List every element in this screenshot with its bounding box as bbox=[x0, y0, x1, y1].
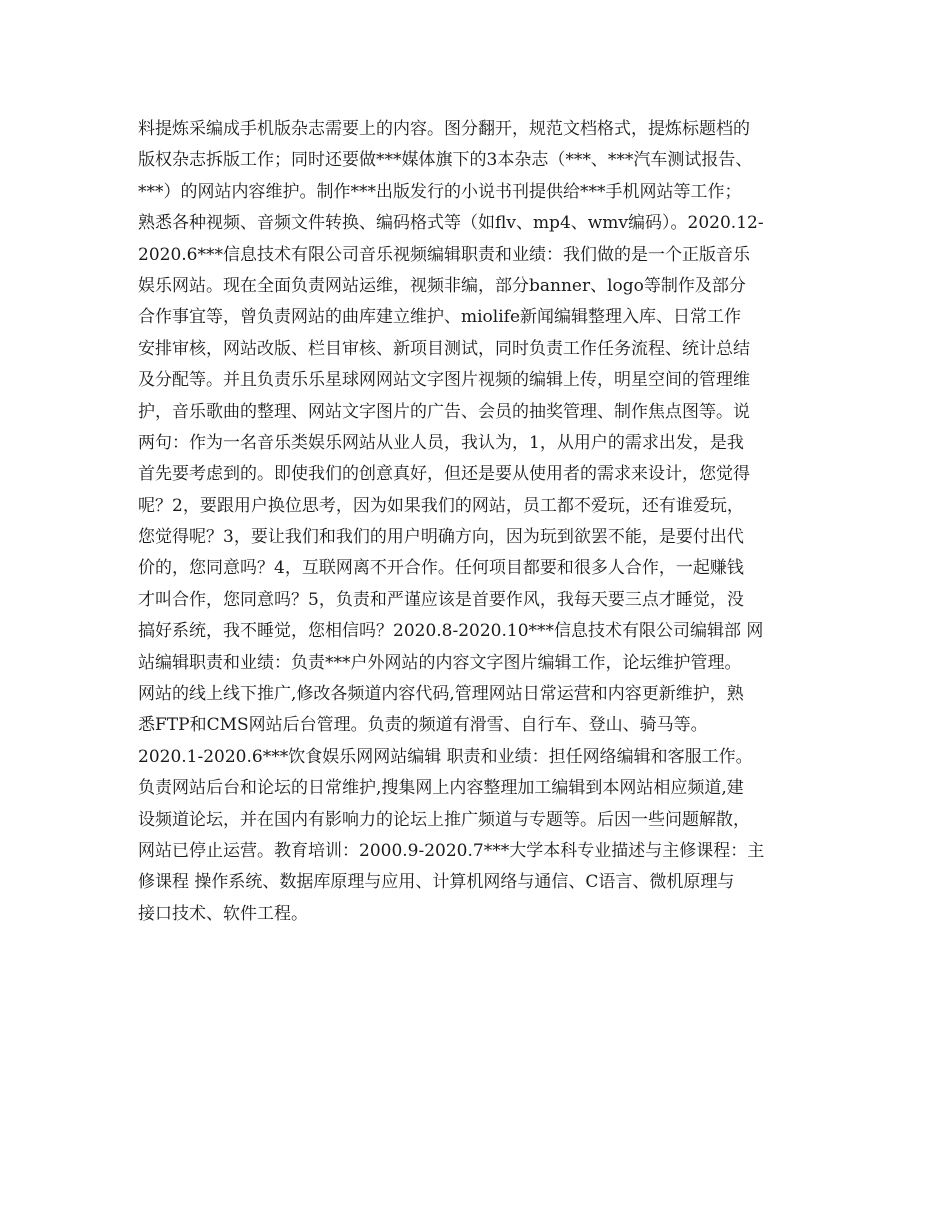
text-line: 2020.1-2020.6***饮食娱乐网网站编辑 职责和业绩：担任网络编辑和客服工作。 bbox=[138, 746, 753, 767]
text-line: 2020.6***信息技术有限公司音乐视频编辑职责和业绩：我们做的是一个正版音乐 bbox=[138, 244, 750, 265]
text-line: 两句：作为一名音乐类娱乐网站从业人员，我认为，1，从用户的需求出发，是我 bbox=[138, 432, 744, 453]
text-line: 负责网站后台和论坛的日常维护,搜集网上内容整理加工编辑到本网站相应频道,建 bbox=[138, 778, 744, 799]
text-line: 价的，您同意吗？4，互联网离不开合作。任何项目都要和很多人合作，一起赚钱 bbox=[138, 558, 744, 579]
text-line: 安排审核，网站改版、栏目审核、新项目测试，同时负责工作任务流程、统计总结 bbox=[138, 338, 750, 359]
document-body bbox=[138, 114, 828, 930]
text-line: 设频道论坛，并在国内有影响力的论坛上推广频道与专题等。后因一些问题解散， bbox=[138, 809, 750, 830]
text-line: 呢？2，要跟用户换位思考，因为如果我们的网站，员工都不爱玩，还有谁爱玩， bbox=[138, 495, 744, 516]
text-line: 熟悉各种视频、音频文件转换、编码格式等（如flv、mp4、wmv编码）。2020.12- bbox=[138, 213, 764, 234]
text-line: 才叫合作，您同意吗？5，负责和严谨应该是首要作风，我每天要三点才睡觉，没 bbox=[138, 589, 744, 610]
text-line: 护，音乐歌曲的整理、网站文字图片的广告、会员的抽奖管理、制作焦点图等。说 bbox=[138, 401, 750, 422]
text-line: 网站已停止运营。教育培训：2000.9-2020.7***大学本科专业描述与主修课程：主 bbox=[138, 840, 765, 861]
text-line: 合作事宜等，曾负责网站的曲库建立维护、miolife新闻编辑整理入库、日常工作 bbox=[138, 307, 742, 328]
text-line: 搞好系统，我不睡觉，您相信吗？2020.8-2020.10***信息技术有限公司编辑部 网 bbox=[138, 621, 764, 642]
text-line: 版权杂志拆版工作；同时还要做***媒体旗下的3本杂志（***、***汽车测试报告、 bbox=[138, 150, 753, 171]
text-line: 首先要考虑到的。即使我们的创意真好，但还是要从使用者的需求来设计，您觉得 bbox=[138, 464, 750, 485]
text-line: 悉FTP和CMS网站后台管理。负责的频道有滑雪、自行车、登山、骑马等。 bbox=[138, 715, 708, 736]
text-line: 站编辑职责和业绩：负责***户外网站的内容文字图片编辑工作，论坛维护管理。 bbox=[138, 652, 742, 673]
text-line: 您觉得呢？3，要让我们和我们的用户明确方向，因为玩到欲罢不能，是要付出代 bbox=[138, 527, 744, 548]
text-line: 接口技术、软件工程。 bbox=[138, 903, 308, 924]
text-line: 修课程 操作系统、数据库原理与应用、计算机网络与通信、C语言、微机原理与 bbox=[138, 872, 735, 893]
text-line: 网站的线上线下推广,修改各频道内容代码,管理网站日常运营和内容更新维护，熟 bbox=[138, 684, 744, 705]
text-line: 娱乐网站。现在全面负责网站运维，视频非编，部分banner、logo等制作及部分 bbox=[138, 275, 746, 296]
text-line: ***）的网站内容维护。制作***出版发行的小说书刊提供给***手机网站等工作； bbox=[138, 181, 742, 202]
text-line: 料提炼采编成手机版杂志需要上的内容。图分翻开，规范文档格式，提炼标题档的 bbox=[138, 119, 750, 139]
text-line: 及分配等。并且负责乐乐星球网网站文字图片视频的编辑上传，明星空间的管理维 bbox=[138, 370, 750, 391]
